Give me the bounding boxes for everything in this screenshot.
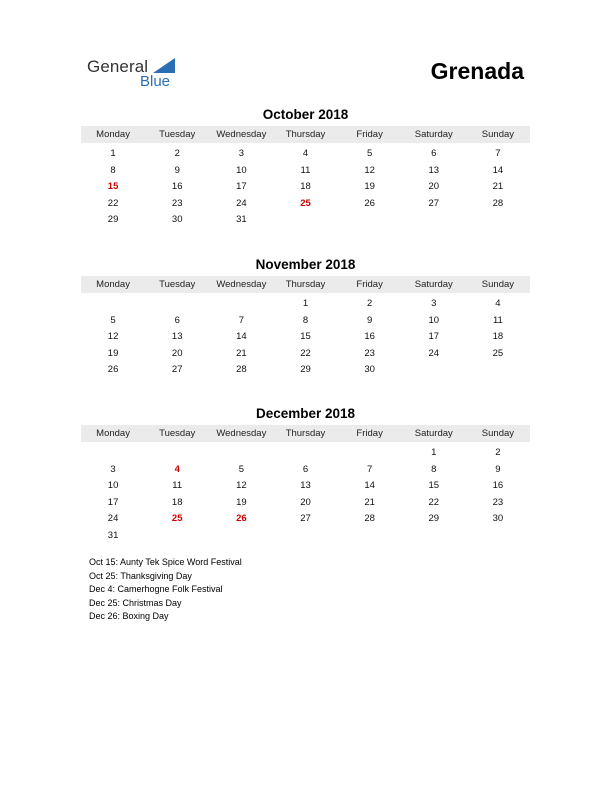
day-cell: 24	[428, 347, 440, 359]
day-cell: 28	[364, 513, 375, 524]
day-cell	[338, 445, 402, 462]
holiday-note: Oct 25: Thanksgiving Day	[89, 570, 192, 581]
week-row	[81, 179, 530, 196]
weekday-label: Monday	[96, 129, 130, 140]
day-cell: 29	[428, 513, 440, 524]
day-cell: 9	[174, 164, 180, 176]
week-row	[81, 528, 530, 545]
month-title: December 2018	[255, 406, 356, 421]
day-cell	[466, 528, 530, 545]
day-cell: 19	[364, 181, 375, 192]
month-october	[81, 106, 530, 229]
day-cell	[466, 362, 530, 379]
country-title: Grenada	[430, 58, 524, 84]
day-cell: 9	[495, 463, 501, 475]
day-cell: 24	[107, 513, 119, 524]
day-cell: 4	[302, 148, 309, 159]
day-cell: 12	[364, 164, 375, 176]
day-cell: 29	[107, 214, 119, 225]
weekday-label: Sunday	[481, 428, 515, 439]
day-cell: 13	[428, 164, 440, 176]
day-cell: 21	[364, 496, 375, 508]
weekday-label: Sunday	[481, 129, 515, 140]
month-title: November 2018	[255, 257, 356, 272]
day-cell	[145, 528, 209, 545]
weekday-label: Tuesday	[159, 129, 196, 140]
day-cell: 31	[107, 529, 119, 541]
week-row	[81, 511, 530, 528]
day-cell: 18	[171, 496, 183, 508]
logo-blue-text: Blue	[140, 73, 171, 90]
day-cell: 15	[300, 331, 311, 342]
weekday-label: Tuesday	[159, 279, 196, 290]
week-row	[81, 212, 530, 229]
week-row	[81, 478, 530, 495]
day-cell	[209, 445, 273, 462]
day-cell: 10	[236, 164, 247, 176]
holiday-day-cell: 26	[236, 513, 247, 524]
holiday-day-cell: 4	[174, 463, 180, 475]
month-title: October 2018	[262, 107, 349, 122]
month-november	[81, 256, 530, 379]
day-cell: 28	[492, 197, 504, 209]
day-cell	[273, 212, 337, 229]
logo-general-text: General	[87, 57, 149, 76]
day-cell: 16	[492, 480, 504, 491]
day-cell	[273, 445, 337, 462]
day-cell: 5	[110, 314, 116, 326]
day-cell: 10	[428, 314, 440, 326]
holiday-note: Oct 15: Aunty Tek Spice Word Festival	[89, 557, 242, 567]
day-cell: 2	[495, 447, 501, 458]
day-cell	[209, 296, 273, 313]
day-cell: 17	[236, 181, 247, 192]
weekday-label: Saturday	[414, 129, 453, 140]
day-cell: 9	[366, 314, 373, 326]
day-cell: 6	[431, 148, 437, 159]
day-cell: 17	[428, 331, 440, 342]
day-cell: 20	[171, 347, 183, 359]
day-cell: 14	[364, 480, 375, 491]
day-cell: 8	[302, 314, 309, 326]
weekday-label: Thursday	[285, 428, 326, 439]
weekday-label: Monday	[96, 279, 130, 290]
day-cell: 23	[492, 496, 504, 508]
weekday-label: Thursday	[285, 129, 326, 140]
day-cell: 16	[171, 181, 183, 192]
day-cell: 12	[107, 331, 119, 342]
holiday-day-cell: 25	[171, 513, 183, 524]
week-row	[81, 346, 530, 363]
week-row	[81, 146, 530, 163]
day-cell	[209, 528, 273, 545]
day-cell: 27	[300, 513, 311, 524]
day-cell: 28	[236, 364, 247, 375]
holiday-notes	[89, 556, 242, 624]
holiday-note: Dec 25: Christmas Day	[89, 597, 182, 608]
weekday-label: Saturday	[414, 279, 453, 290]
day-cell	[402, 528, 466, 545]
day-cell: 3	[431, 298, 437, 309]
day-cell: 20	[300, 496, 311, 508]
day-cell: 7	[238, 314, 244, 326]
weekday-label: Thursday	[285, 279, 326, 290]
day-cell: 8	[431, 463, 437, 475]
day-cell	[338, 212, 402, 229]
weekday-label: Saturday	[414, 428, 453, 439]
weekday-label: Sunday	[481, 279, 515, 290]
day-cell: 2	[366, 298, 373, 309]
weekday-label: Tuesday	[159, 428, 196, 439]
day-cell: 12	[236, 480, 247, 491]
day-cell: 7	[495, 148, 501, 159]
day-cell: 6	[174, 314, 180, 326]
day-cell	[402, 362, 466, 379]
weeks	[81, 296, 530, 379]
day-cell: 30	[171, 214, 183, 225]
day-cell	[81, 445, 145, 462]
weekday-header	[81, 276, 530, 293]
week-row	[81, 296, 530, 313]
holiday-day-cell: 15	[107, 181, 119, 192]
week-row	[81, 445, 530, 462]
day-cell: 21	[492, 181, 504, 192]
day-cell: 14	[236, 331, 247, 342]
weekday-header	[81, 425, 530, 442]
day-cell: 27	[428, 197, 440, 209]
holiday-note: Dec 4: Camerhogne Folk Festival	[89, 584, 223, 595]
week-row	[81, 462, 530, 479]
day-cell: 23	[364, 347, 375, 359]
day-cell: 11	[172, 480, 183, 491]
day-cell	[402, 212, 466, 229]
day-cell: 5	[366, 148, 373, 159]
week-row	[81, 329, 530, 346]
day-cell: 24	[236, 197, 247, 209]
week-row	[81, 362, 530, 379]
week-row	[81, 163, 530, 180]
weekday-label: Wednesday	[216, 279, 267, 290]
weeks	[81, 146, 530, 229]
day-cell: 19	[107, 347, 119, 359]
day-cell	[338, 528, 402, 545]
day-cell: 25	[492, 347, 504, 359]
weekday-label: Wednesday	[216, 428, 267, 439]
day-cell: 18	[492, 331, 504, 342]
generalblue-logo	[87, 57, 187, 93]
day-cell: 5	[238, 463, 244, 475]
day-cell: 20	[428, 181, 440, 192]
day-cell: 2	[174, 148, 180, 159]
day-cell: 3	[110, 463, 116, 475]
month-december	[81, 405, 530, 544]
day-cell: 30	[364, 364, 375, 375]
day-cell: 14	[492, 164, 504, 176]
day-cell: 26	[364, 197, 375, 209]
weekday-label: Wednesday	[216, 129, 267, 140]
day-cell: 31	[236, 214, 247, 225]
day-cell: 19	[236, 496, 247, 508]
week-row	[81, 313, 530, 330]
day-cell: 30	[492, 513, 504, 524]
week-row	[81, 495, 530, 512]
day-cell: 7	[366, 463, 373, 475]
day-cell: 22	[428, 496, 440, 508]
day-cell	[145, 296, 209, 313]
day-cell: 16	[364, 331, 375, 342]
day-cell: 11	[300, 164, 311, 176]
holiday-day-cell: 25	[300, 197, 311, 209]
day-cell: 18	[300, 181, 311, 192]
week-row	[81, 196, 530, 213]
day-cell: 13	[300, 480, 311, 491]
day-cell: 1	[110, 148, 116, 159]
holiday-note: Dec 26: Boxing Day	[89, 611, 169, 622]
day-cell	[273, 528, 337, 545]
day-cell: 27	[171, 364, 183, 375]
day-cell: 8	[110, 164, 116, 176]
logo-flag-icon	[153, 58, 175, 73]
day-cell: 6	[302, 463, 309, 475]
weeks	[81, 445, 530, 544]
day-cell: 1	[302, 298, 309, 309]
day-cell: 11	[492, 314, 503, 326]
weekday-header	[81, 126, 530, 143]
weekday-label: Friday	[356, 279, 383, 290]
day-cell	[466, 212, 530, 229]
day-cell: 1	[431, 447, 437, 458]
day-cell: 4	[495, 298, 501, 309]
day-cell	[145, 445, 209, 462]
day-cell: 22	[107, 197, 119, 209]
day-cell: 22	[300, 347, 311, 359]
day-cell: 3	[238, 148, 244, 159]
day-cell: 29	[300, 364, 311, 375]
weekday-label: Monday	[96, 428, 130, 439]
weekday-label: Friday	[356, 428, 383, 439]
day-cell: 26	[107, 364, 119, 375]
day-cell: 13	[171, 331, 183, 342]
day-cell: 10	[107, 480, 119, 491]
day-cell	[81, 296, 145, 313]
day-cell: 21	[236, 347, 247, 359]
day-cell: 17	[107, 496, 119, 508]
day-cell: 23	[171, 197, 183, 209]
weekday-label: Friday	[356, 129, 383, 140]
day-cell: 15	[428, 480, 440, 491]
